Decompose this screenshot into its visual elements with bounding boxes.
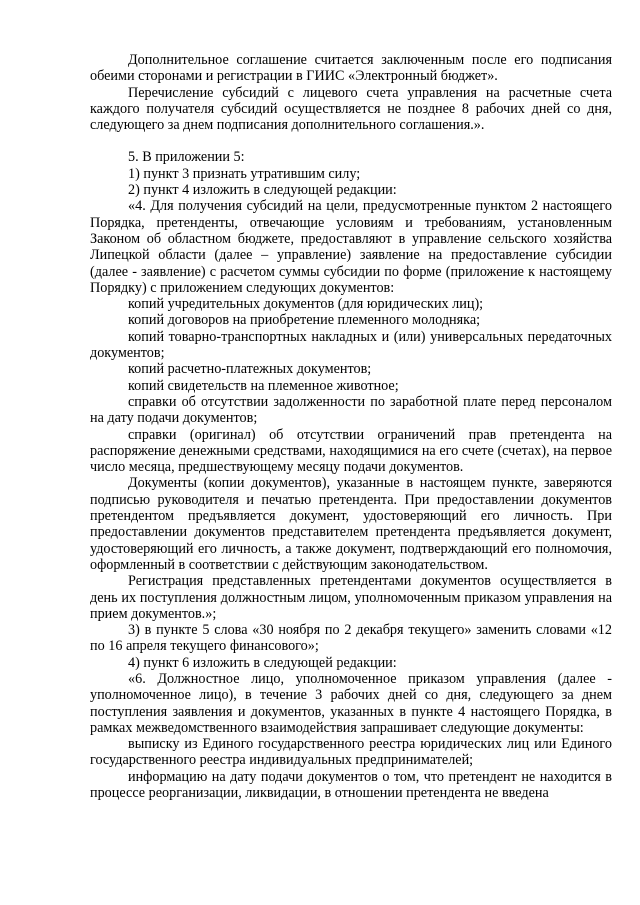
list-item-waybill-copies: копий товарно-транспортных накладных и (или) универсальных передаточных документов; [90, 328, 612, 362]
document-page [90, 52, 612, 801]
paragraph-clause-4: «4. Для получения субсидий на цели, предусмотренные пунктом 2 настоящего Порядка, претенденты, отвечающие условиям и требованиям, установленным Законом об областном бюджете, предоставляют в управление сельского хозяйства Липецкой области (далее – управление) заявление на предоставление субсидии (далее - заявление) с расчетом суммы субсидии по форме (приложение к настоящему Порядку) с приложением следующих документов: [90, 198, 612, 296]
paragraph-transfer: Перечисление субсидий с лицевого счета управления на расчетные счета каждого получателя субсидий осуществляется не позднее 8 рабочих дней со дня, следующего за днем подписания дополнительного соглашения.». [90, 84, 612, 134]
list-item-salary-debt-statement: справки об отсутствии задолженности по заработной плате перед персоналом на дату подачи документов; [90, 393, 612, 427]
list-item-reorganization-info: информацию на дату подачи документов о том, что претендент не находится в процессе реорганизации, ликвидации, в отношении претендента не введена [90, 768, 612, 802]
paragraph-registration: Регистрация представленных претендентами документов осуществляется в день их поступления должностным лицом, уполномоченным приказом управления на прием документов.»; [90, 573, 612, 622]
paragraph-item-3: 3) в пункте 5 слова «30 ноября по 2 декабря текущего» заменить словами «12 по 16 апреля текущего финансового»; [90, 622, 612, 655]
paragraph-agreement: Дополнительное соглашение считается заключенным после его подписания обеими сторонами и регистрации в ГИИС «Электронный бюджет». [90, 52, 612, 85]
list-item-contract-copies: копий договоров на приобретение племенного молодняка; [128, 312, 481, 329]
paragraph-item-1: 1) пункт 3 признать утратившим силу; [128, 165, 361, 182]
list-item-charter-copies: копий учредительных документов (для юридических лиц); [128, 296, 484, 313]
paragraph-documents-certification: Документы (копии документов), указанные в настоящем пункте, заверяются подписью руководителя и печатью претендента. При предоставлении документов претендентом предъявляется документ, удостоверяющий его личность. При предоставлении документов представителем претендента предъявляется документ, удостоверяющий его личность, а также документ, подтверждающий его полномочия, оформленный в соответствии с действующим законодательством. [90, 475, 612, 573]
list-item-account-restrictions-statement: справки (оригинал) об отсутствии ограничений прав претендента на распоряжение денежными средствами, находящимися на его счете (счетах), на первое число месяца, предшествующему месяцу подачи документов. [90, 426, 612, 476]
list-item-certificate-copies: копий свидетельств на племенное животное; [128, 377, 399, 394]
paragraph-clause-6: «6. Должностное лицо, уполномоченное приказом управления (далее - уполномоченное лицо), в течение 3 рабочих дней со дня, следующего за днем поступления заявления и документов, указанных в пункте 4 настоящего Порядка, в рамках межведомственного взаимодействия запрашивает следующие документы: [90, 670, 612, 736]
paragraph-item-2: 2) пункт 4 изложить в следующей редакции: [128, 182, 397, 199]
paragraph-appendix-5: 5. В приложении 5: [128, 149, 245, 166]
list-item-payment-copies: копий расчетно-платежных документов; [128, 361, 372, 378]
list-item-registry-extract: выписку из Единого государственного реестра юридических лиц или Единого государственного реестра индивидуальных предпринимателей; [90, 736, 612, 769]
paragraph-item-4: 4) пункт 6 изложить в следующей редакции: [128, 654, 397, 671]
